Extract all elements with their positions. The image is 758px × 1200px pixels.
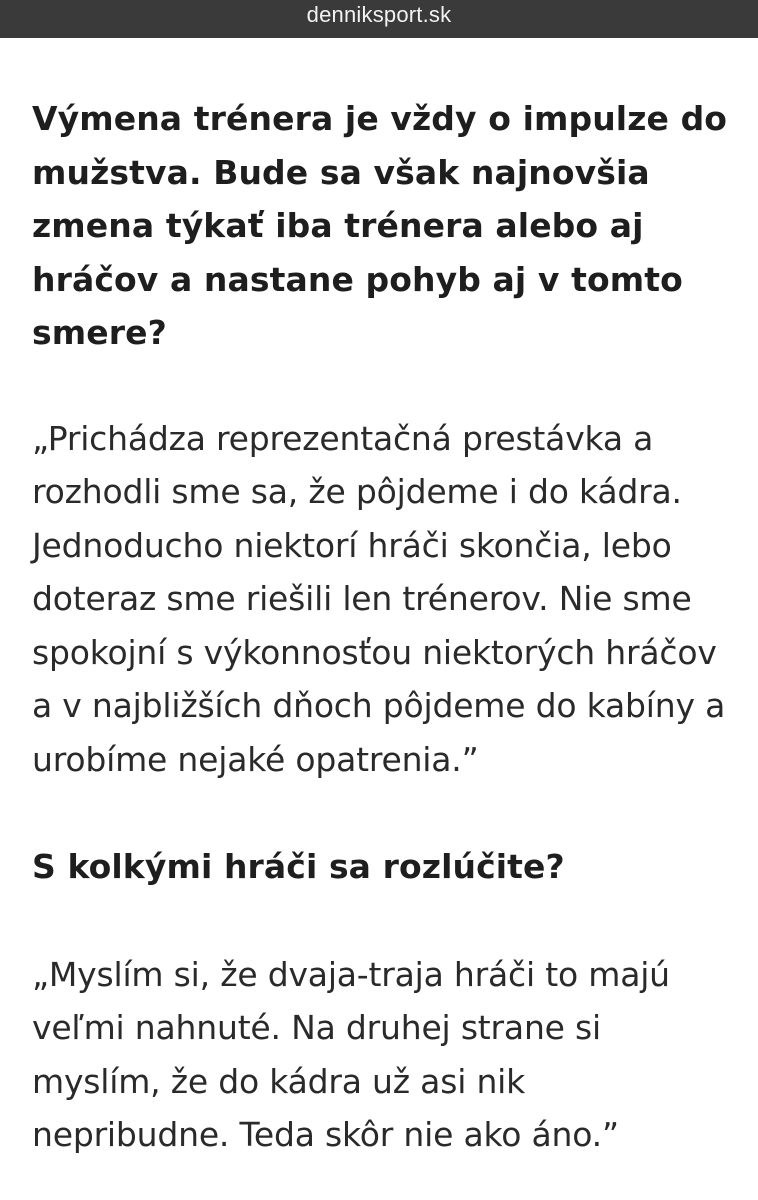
interview-answer: „Prichádza reprezentačná prestávka a rozhodli sme sa, že pôjdeme i do kádra. Jednoducho niektorí hráči skončia, lebo doteraz sme riešili len trénerov. Nie sme spokojní s výkonnosťou niektorých hráčov a v najbližších dňoch pôjdeme do kabíny a urobíme nejaké opatrenia.” — [32, 418, 726, 779]
interview-question: S kolkými hráči sa rozlúčite? — [32, 847, 565, 886]
article-body — [32, 92, 732, 1162]
site-domain[interactable]: denniksport.sk — [306, 2, 452, 27]
interview-question: Výmena trénera je vždy o impulze do mužstva. Bude sa však najnovšia zmena týkať iba trénera alebo aj hráčov a nastane pohyb aj v tomto smere? — [32, 99, 728, 352]
browser-address-bar[interactable] — [0, 0, 758, 38]
interview-answer: „Myslím si, že dvaja-traja hráči to majú veľmi nahnuté. Na druhej strane si myslím, že do kádra už asi nik nepribudne. Teda skôr nie ako áno.” — [32, 954, 670, 1154]
